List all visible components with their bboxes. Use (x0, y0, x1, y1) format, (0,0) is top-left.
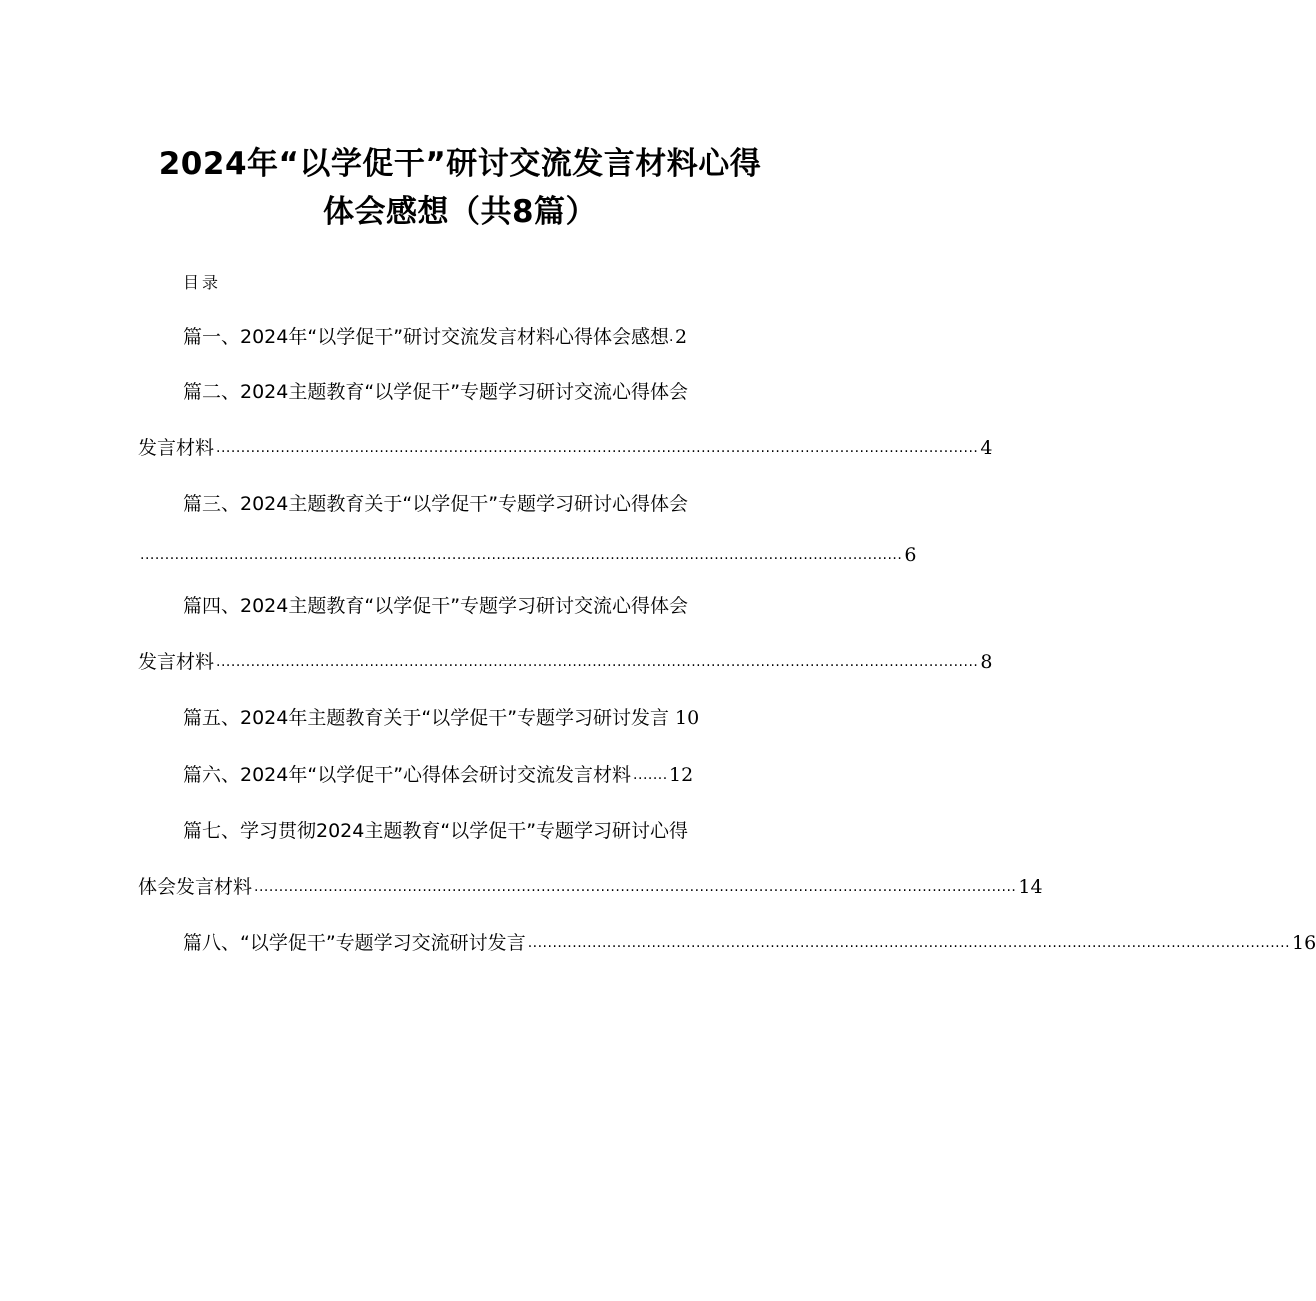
toc-item-2[interactable] (183, 378, 688, 406)
toc-item-title: 篇六、2024年“以学促干”心得体会研讨交流发言材料 (183, 764, 632, 786)
toc-item-title: 篇一、2024年“以学促干”研讨交流发言材料心得体会感想 (183, 326, 670, 348)
toc-item-page: 4 (980, 437, 993, 459)
toc-item-page: 14 (1018, 876, 1043, 898)
toc-item-6[interactable] (183, 761, 693, 789)
toc-item-4[interactable] (183, 592, 688, 620)
toc-item-8[interactable] (183, 929, 1316, 957)
toc-leader: .......................................................................................................................................................... (216, 654, 979, 670)
toc-item-title: 篇七、学习贯彻2024主题教育“以学促干”专题学习研讨心得 (183, 820, 689, 842)
toc-leader: .......................................................................................................................................................... (216, 440, 979, 456)
toc-item-title: 篇四、2024主题教育“以学促干”专题学习研讨交流心得体会 (183, 595, 689, 617)
toc-leader: . (669, 329, 674, 345)
title-line-2: 体会感想（共8篇） (322, 194, 598, 230)
toc-item-2-continued[interactable] (138, 434, 993, 462)
toc-item-5[interactable] (183, 704, 699, 732)
toc-item-title: 发言材料 (138, 437, 215, 459)
toc-item-4-continued[interactable] (138, 648, 993, 676)
toc-item-title: 体会发言材料 (138, 876, 253, 898)
toc-item-page: 10 (675, 707, 700, 729)
toc-item-title: 篇五、2024年主题教育关于“以学促干”专题学习研讨发言 (183, 707, 670, 729)
toc-leader: ....... (633, 767, 668, 783)
toc-item-title: 篇三、2024主题教育关于“以学促干”专题学习研讨心得体会 (183, 493, 689, 515)
toc-heading: 目录 (183, 273, 222, 292)
title-line-1: 2024年“以学促干”研讨交流发言材料心得 (158, 146, 762, 182)
toc-item-7-continued[interactable] (138, 873, 1043, 901)
toc-item-page: 16 (1292, 932, 1316, 954)
toc-leader: .......................................................................................................................................................... (140, 547, 903, 563)
toc-item-3-continued[interactable] (138, 541, 917, 569)
toc-item-title: 发言材料 (138, 651, 215, 673)
toc-item-title: 篇八、“以学促干”专题学习交流研讨发言 (183, 932, 526, 954)
toc-item-page: 2 (675, 326, 688, 348)
toc-item-3[interactable] (183, 490, 688, 518)
toc-item-page: 6 (904, 544, 917, 566)
toc-leader: .......................................................................................................................................................... (254, 879, 1017, 895)
toc-item-1[interactable] (183, 323, 687, 351)
toc-leader: .......................................................................................................................................................... (527, 935, 1291, 951)
toc-item-page: 8 (980, 651, 993, 673)
toc-item-title: 篇二、2024主题教育“以学促干”专题学习研讨交流心得体会 (183, 381, 689, 403)
toc-item-page: 12 (669, 764, 694, 786)
toc-item-7[interactable] (183, 817, 688, 845)
